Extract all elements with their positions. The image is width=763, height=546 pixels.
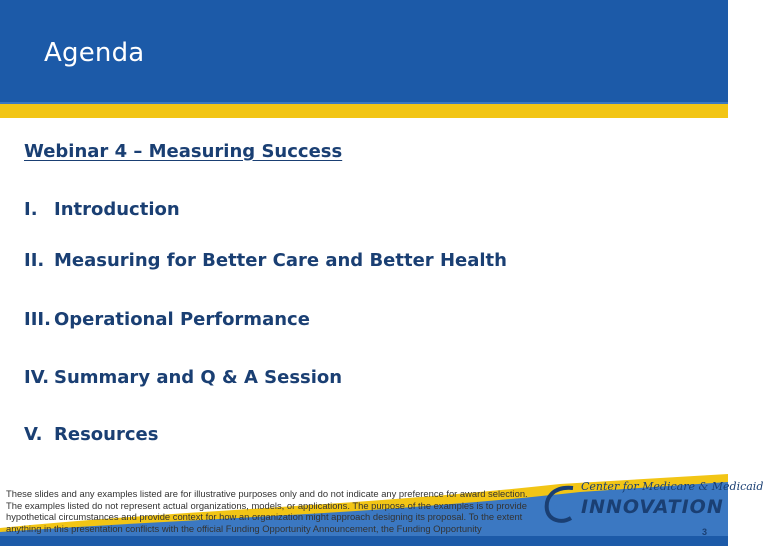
agenda-item-3: [24, 309, 310, 330]
agenda-item-2: [24, 250, 507, 271]
logo-line-innovation: INNOVATION: [581, 496, 724, 518]
agenda-item-label: Measuring for Better Care and Better Health: [54, 250, 507, 271]
agenda-item-number: V.: [24, 424, 43, 445]
agenda-item-5: [24, 424, 158, 445]
slide-title: Agenda: [44, 38, 145, 68]
page-number: 3: [702, 527, 708, 537]
webinar-subtitle: Webinar 4 – Measuring Success: [24, 141, 343, 162]
agenda-item-label: Resources: [54, 424, 159, 445]
logo-line-center: Center for Medicare & Medicaid: [581, 480, 763, 493]
agenda-item-4: [24, 367, 342, 388]
header-accent-rule: [0, 102, 728, 118]
agenda-item-1: [24, 199, 180, 220]
agenda-item-label: Introduction: [54, 199, 180, 220]
cmmi-swirl-icon: [543, 482, 579, 526]
agenda-item-number: II.: [24, 250, 45, 271]
agenda-item-label: Operational Performance: [54, 309, 310, 330]
agenda-item-number: III.: [24, 309, 51, 330]
agenda-item-number: IV.: [24, 367, 50, 388]
agenda-item-label: Summary and Q & A Session: [54, 367, 343, 388]
cmmi-logo: [541, 478, 763, 538]
slide-header: [0, 0, 728, 118]
agenda-item-number: I.: [24, 199, 38, 220]
legal-disclaimer: These slides and any examples listed are for illustrative purposes only and do not indicate any preference for award selection. The examples listed do not represent actual organizations, models, or applications. The purpose of the examples is to provide hypothetical circumstances and provide context for how an organization might approach designing its proposal. To the extent anything in this presentation conflicts with the official Funding Opportunity Announcement, the Funding Opportunity: [6, 488, 528, 534]
